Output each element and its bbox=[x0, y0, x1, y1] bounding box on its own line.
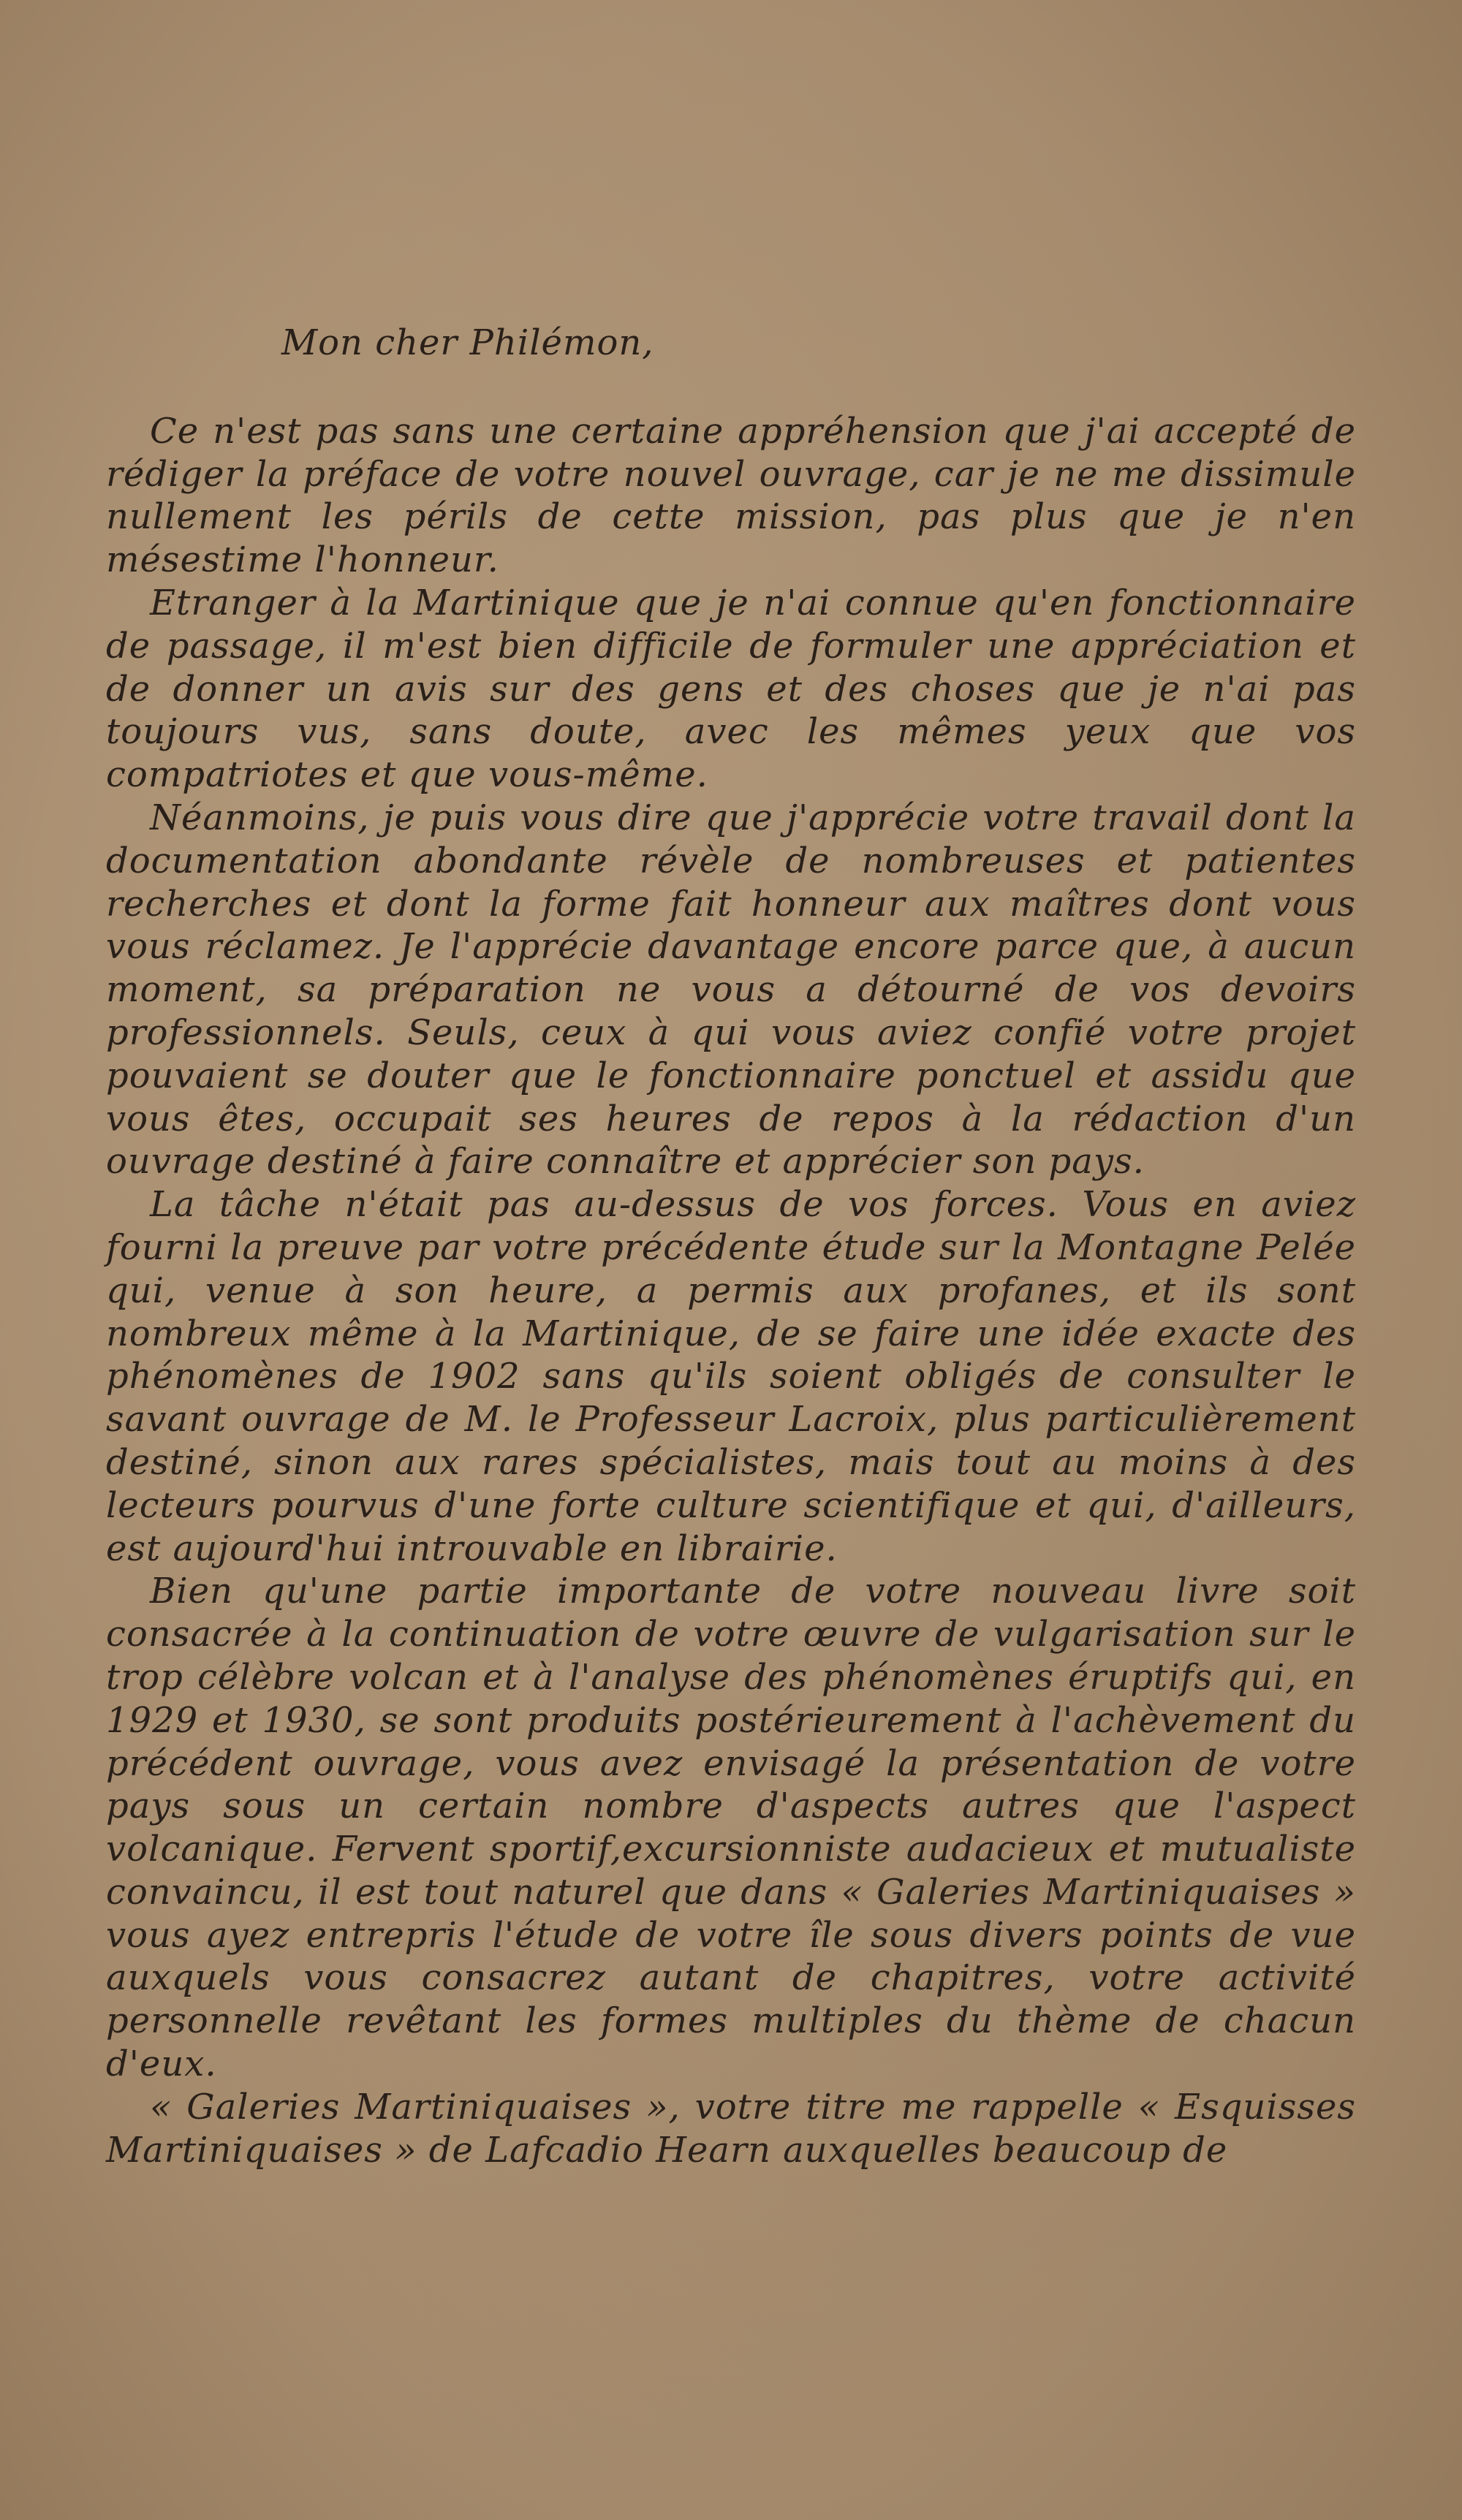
paragraph: « Galeries Martiniquaises », votre titre me rappelle « Esquisses Martiniquaises » de Lafcadio Hearn auxquelles beaucoup de bbox=[106, 2086, 1356, 2171]
letter-salutation: Mon cher Philémon, bbox=[281, 322, 654, 363]
paragraph: Bien qu'une partie importante de votre nouveau livre soit consacrée à la continuation de votre œuvre de vulgarisation sur le trop célèbre volcan et à l'analyse des phénomènes éruptifs qui, en 1929 et 1930, se sont produits postérieurement à l'achèvement du précédent ouvrage, vous avez envisagé la présentation de votre pays sous un certain nombre d'aspects autres que l'aspect volcanique. Fervent sportif,excursionniste audacieux et mutualiste convaincu, il est tout naturel que dans « Galeries Martiniquaises » vous ayez entrepris l'étude de votre île sous divers points de vue auxquels vous consacrez autant de chapitres, votre activité personnelle revêtant les formes multiples du thème de chacun d'eux. bbox=[106, 1571, 1356, 2085]
paragraph: La tâche n'était pas au-dessus de vos forces. Vous en aviez fourni la preuve par votre précédente étude sur la Montagne Pelée qui, venue à son heure, a permis aux profanes, et ils sont nombreux même à la Martinique, de se faire une idée exacte des phénomènes de 1902 sans qu'ils soient obligés de consulter le savant ouvrage de M. le Professeur Lacroix, plus particulièrement destiné, sinon aux rares spécialistes, mais tout au moins à des lecteurs pourvus d'une forte culture scientifique et qui, d'ailleurs, est aujourd'hui introuvable en librairie. bbox=[106, 1184, 1356, 1569]
letter-text bbox=[106, 322, 1356, 2171]
paragraph: Néanmoins, je puis vous dire que j'apprécie votre travail dont la documentation abondante révèle de nombreuses et patientes recherches et dont la forme fait honneur aux maîtres dont vous vous réclamez. Je l'apprécie davantage encore parce que, à aucun moment, sa préparation ne vous a détourné de vos devoirs professionnels. Seuls, ceux à qui vous aviez confié votre projet pouvaient se douter que le fonctionnaire ponctuel et assidu que vous êtes, occupait ses heures de repos à la rédaction d'un ouvrage destiné à faire connaître et apprécier son pays. bbox=[106, 797, 1356, 1183]
paragraph: Etranger à la Martinique que je n'ai connue qu'en fonctionnaire de passage, il m'est bien difficile de formuler une appréciation et de donner un avis sur des gens et des choses que je n'ai pas toujours vus, sans doute, avec les mêmes yeux que vos compatriotes et que vous-même. bbox=[106, 582, 1356, 796]
paragraph: Ce n'est pas sans une certaine appréhension que j'ai accepté de rédiger la préface de votre nouvel ouvrage, car je ne me dissimule nullement les périls de cette mission, pas plus que je n'en mésestime l'honneur. bbox=[106, 410, 1356, 581]
